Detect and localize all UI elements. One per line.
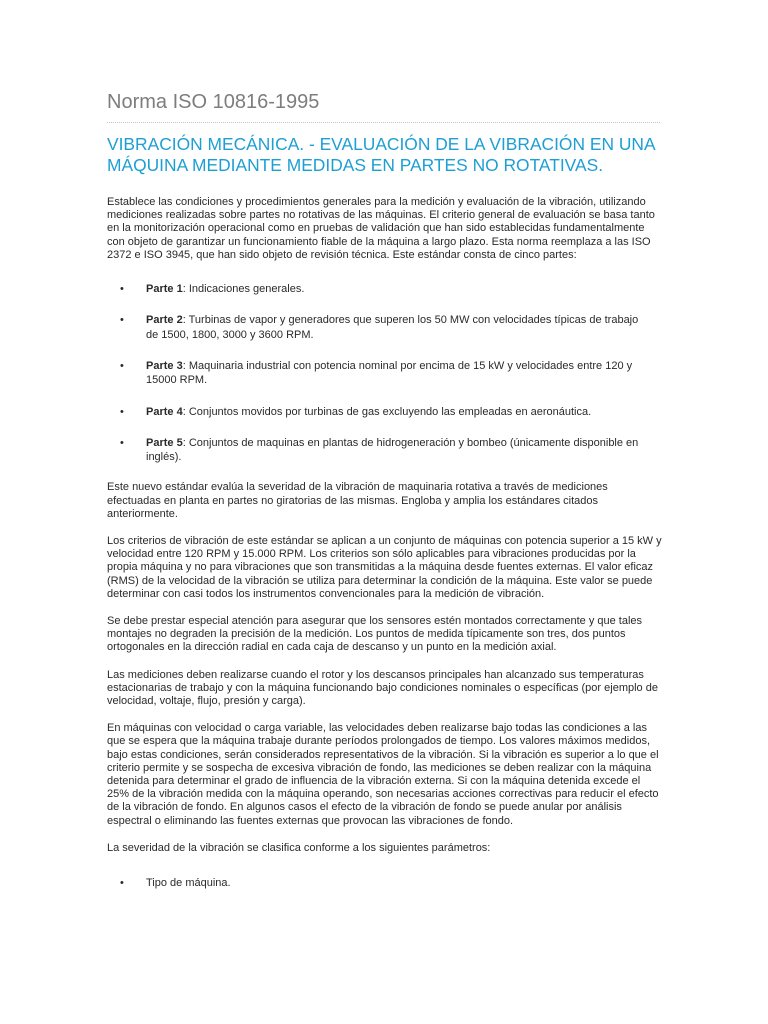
- part-text: : Maquinaria industrial con potencia nominal por encima de 15 kW y velocidades entre 120 y 15000 RPM.: [146, 359, 633, 387]
- parts-list: [107, 282, 663, 464]
- paragraph-criteria: Los criterios de vibración de este estándar se aplican a un conjunto de máquinas con potencia superior a 15 kW y velocidad entre 120 RPM y 15.000 RPM. Los criterios son sólo aplicables para vibraciones producidas por la propia máquina y no para vibraciones que son transmitidas a la máquina desde fuentes externas. El valor eficaz (RMS) de la velocidad de la vibración se utiliza para determinar la condición de la máquina. Este valor se puede determinar con casi todos los instrumentos convencionales para la medición de vibración.: [107, 535, 662, 600]
- params-list: [107, 876, 663, 890]
- main-heading: VIBRACIÓN MECÁNICA. - EVALUACIÓN DE LA VIBRACIÓN EN UNA MÁQUINA MEDIANTE MEDIDAS EN PARTES NO ROTATIVAS.: [107, 134, 655, 175]
- intro-paragraph: Establece las condiciones y procedimientos generales para la medición y evaluación de la vibración, utilizando mediciones realizadas sobre partes no rotativas de las máquinas. El criterio general de evaluación se basa tanto en la monitorización operacional como en pruebas de validación que han sido establecidas fundamentalmente con objeto de garantizar un funcionamiento fiable de la máquina a largo plazo. Esta norma reemplaza a las ISO 2372 e ISO 3945, que han sido objeto de revisión técnica. Este estándar consta de cinco partes:: [107, 196, 655, 261]
- list-item: [107, 359, 641, 388]
- part-label: Parte 2: [146, 314, 183, 327]
- list-item: [107, 876, 663, 890]
- list-item: [107, 436, 641, 465]
- part-text: : Turbinas de vapor y generadores que superen los 50 MW con velocidades típicas de trabajo de 1500, 1800, 3000 y 3600 RPM.: [146, 314, 639, 341]
- paragraph-sensors: Se debe prestar especial atención para asegurar que los sensores estén montados correctamente y que tales montajes no degraden la precisión de la medición. Los puntos de medida típicamente son tres, dos puntos ortogonales en la dirección radial en cada caja de descanso y un punto en la medición axial.: [107, 615, 643, 654]
- bullet-icon: •: [120, 877, 124, 890]
- paragraph-variable-speed: En máquinas con velocidad o carga variable, las velocidades deben realizarse bajo todas las condiciones a las que se espera que la máquina trabaje durante períodos prolongados de tiempo. Los valores máximos medidos, bajo estas condiciones, serán considerados representativos de la vibración. Si la vibración es superior a lo que el criterio permite y se sospecha de excesiva vibración de fondo, las mediciones se deben realizar con la máquina detenida para determinar el grado de influencia de la vibración externa. Si con la máquina detenida excede el 25% de la vibración medida con la máquina operando, son necesarias acciones correctivas para reducir el efecto de la vibración de fondo. En algunos casos el efecto de la vibración de fondo se puede anular por análisis espectral o eliminando las fuentes externas que provocan las vibraciones de fondo.: [107, 722, 659, 827]
- list-item: [107, 282, 641, 296]
- part-label: Parte 3: [146, 359, 183, 372]
- list-item: [107, 405, 641, 419]
- part-label: Parte 5: [146, 436, 183, 449]
- part-text: : Conjuntos de maquinas en plantas de hidrogeneración y bombeo (únicamente disponible en inglés).: [146, 436, 639, 464]
- param-text: Tipo de máquina.: [146, 877, 231, 890]
- norm-title: Norma ISO 10816-1995: [107, 91, 320, 113]
- bullet-icon: •: [120, 359, 124, 372]
- part-label: Parte 4: [146, 405, 183, 418]
- paragraph-measurements: Las mediciones deben realizarse cuando el rotor y los descansos principales han alcanzado sus temperaturas estacionarias de trabajo y con la máquina funcionando bajo condiciones nominales o específicas (por ejemplo de velocidad, voltaje, flujo, presión y carga).: [107, 668, 658, 708]
- bullet-icon: •: [120, 436, 124, 449]
- bullet-icon: •: [120, 283, 124, 296]
- document-page: [107, 88, 663, 890]
- bullet-icon: •: [120, 405, 124, 418]
- part-label: Parte 1: [146, 283, 183, 296]
- part-text: : Conjuntos movidos por turbinas de gas excluyendo las empleadas en aeronáutica.: [182, 405, 592, 418]
- part-text: : Indicaciones generales.: [182, 283, 305, 296]
- paragraph-new-standard: Este nuevo estándar evalúa la severidad de la vibración de maquinaria rotativa a través de mediciones efectuadas en planta en partes no giratorias de las mismas. Engloba y amplia los estándares citados anteriormente.: [107, 481, 608, 520]
- paragraph-severity: La severidad de la vibración se clasifica conforme a los siguientes parámetros:: [107, 841, 491, 854]
- title-divider: [107, 122, 660, 123]
- bullet-icon: •: [120, 314, 124, 327]
- list-item: [107, 313, 641, 342]
